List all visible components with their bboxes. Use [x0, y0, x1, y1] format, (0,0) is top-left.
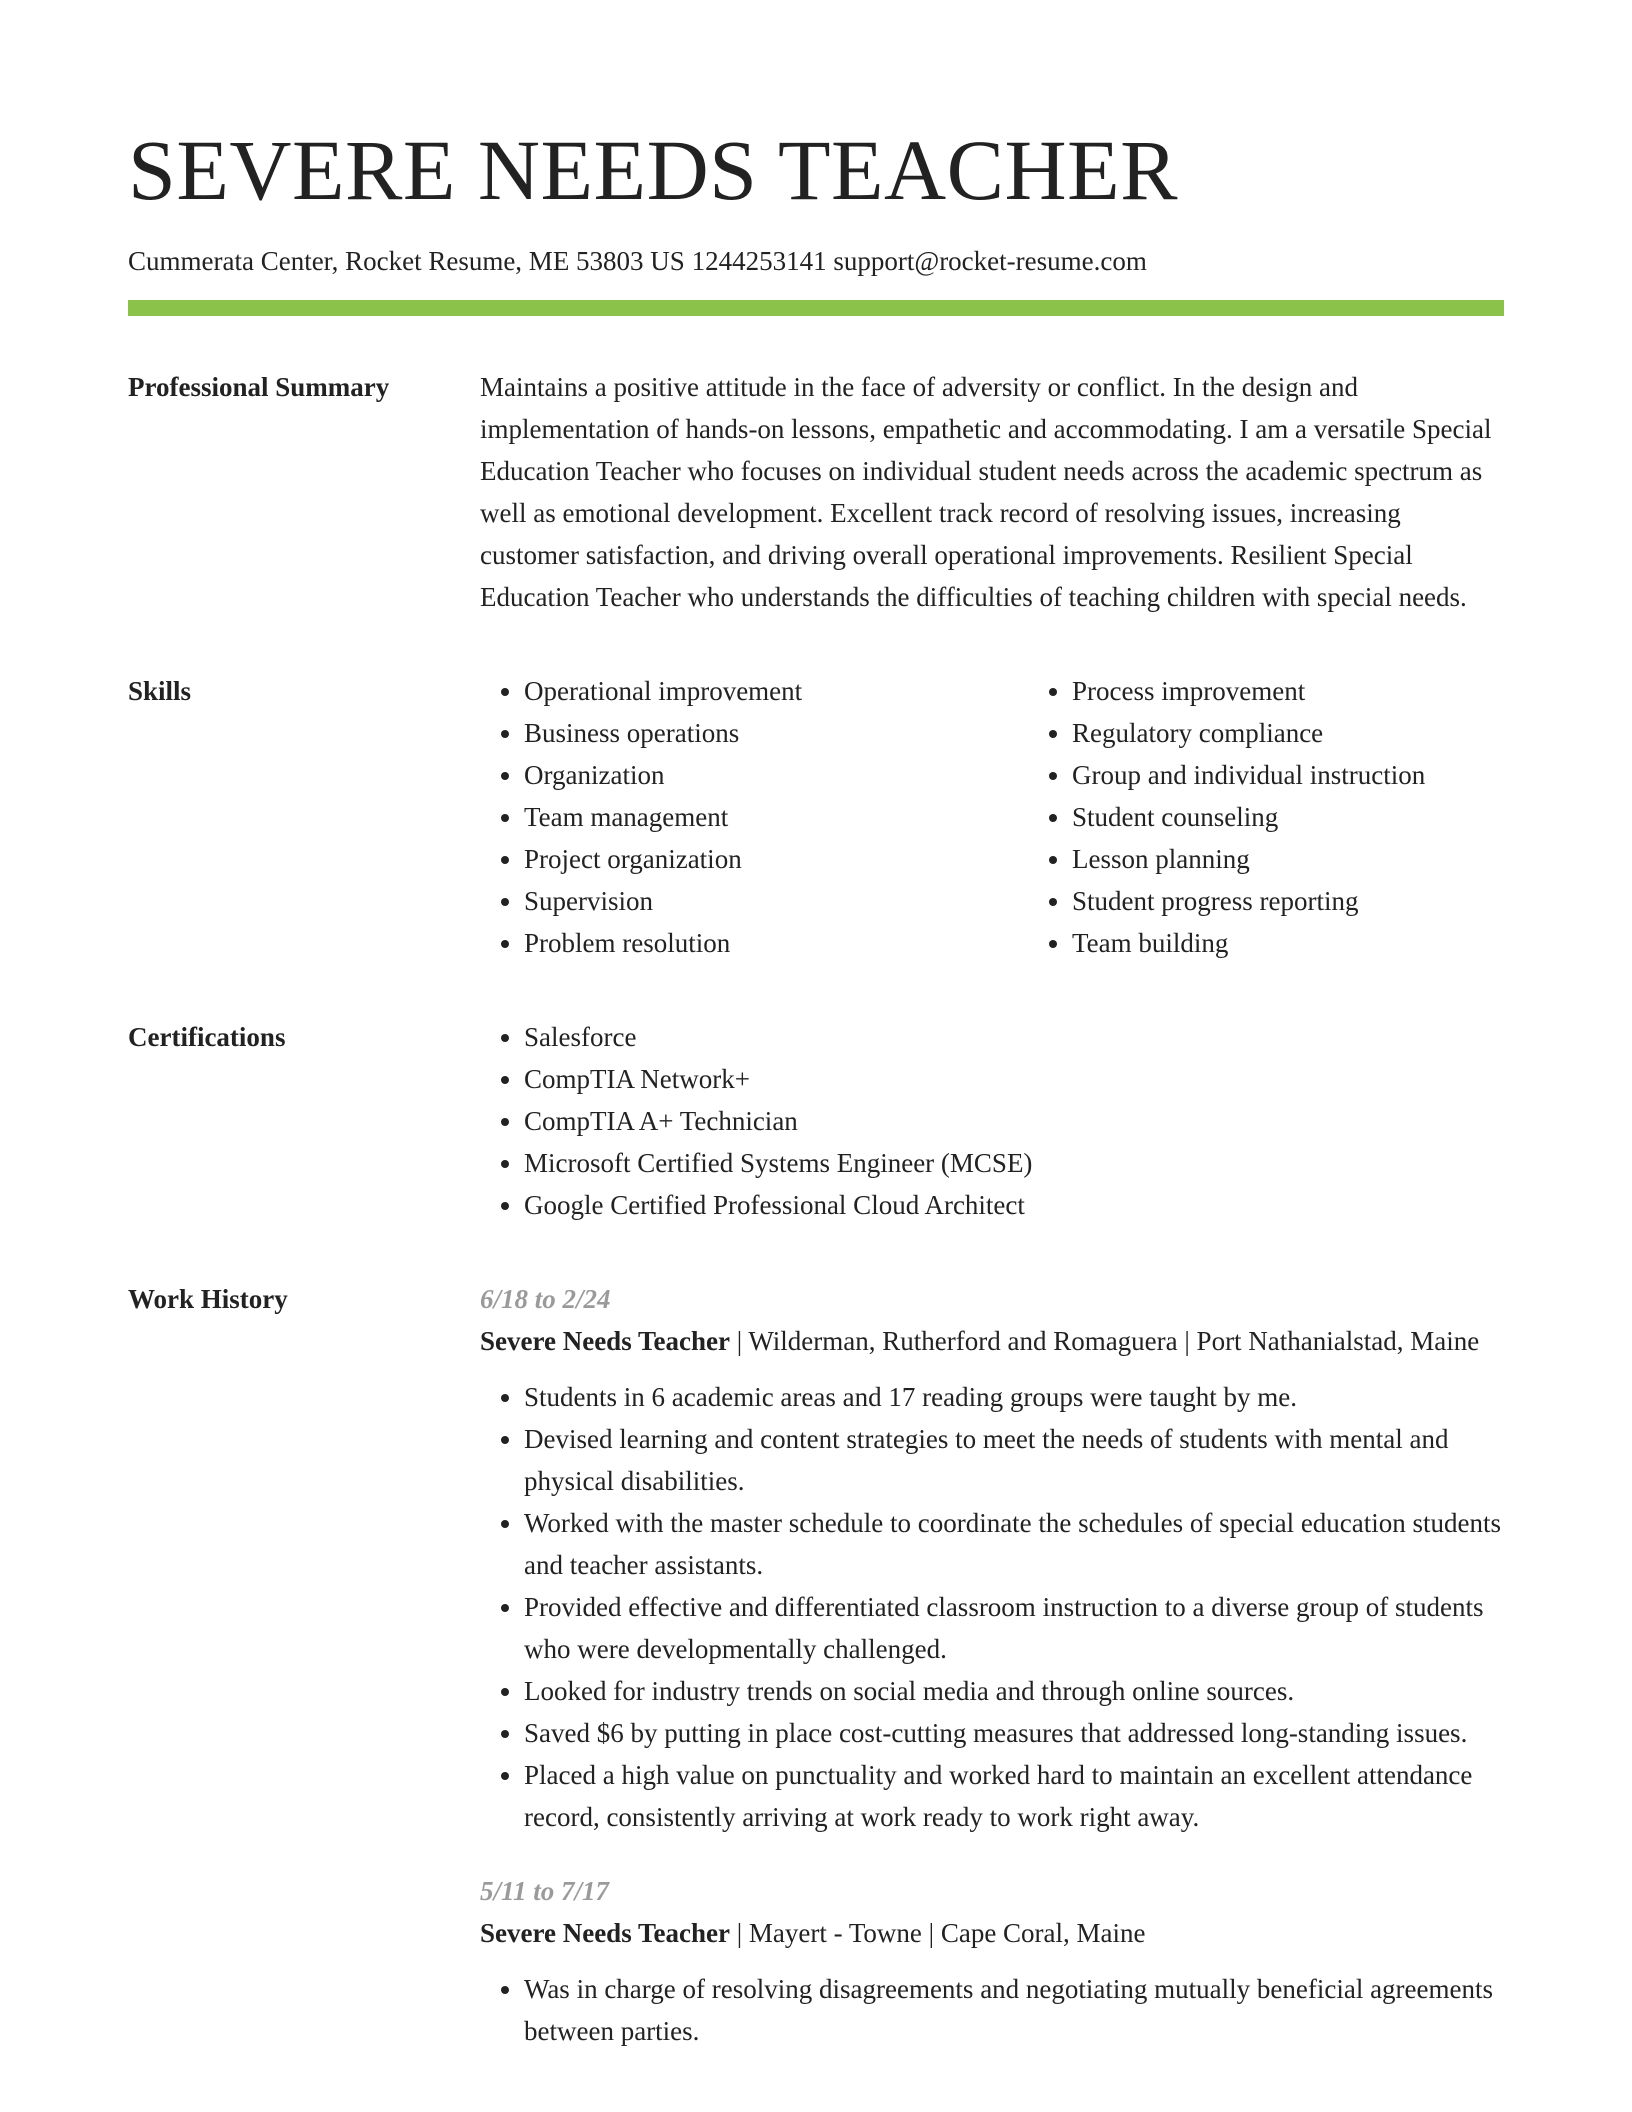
job-bullets [480, 1968, 1504, 2052]
job-dates: 5/11 to 7/17 [480, 1876, 610, 1906]
contact-line [128, 244, 1504, 278]
accent-divider [128, 300, 1504, 316]
job-title-line [480, 1912, 1504, 1954]
skills-heading: Skills [128, 676, 192, 706]
certification-item: • Salesforce [524, 1016, 1504, 1058]
summary-section [128, 366, 1504, 618]
job-bullet: • Worked with the master schedule to coordinate the schedules of special education students and teacher assistants. [524, 1502, 1504, 1586]
certifications-list [480, 1016, 1504, 1226]
skill-item: • Organization [524, 754, 1028, 796]
contact-phone: 1244253141 [691, 246, 827, 276]
job-bullets [480, 1376, 1504, 1838]
skill-item: • Team management [524, 796, 1028, 838]
job-bullet: • Looked for industry trends on social media and through online sources. [524, 1670, 1504, 1712]
contact-email: support@rocket-resume.com [833, 246, 1147, 276]
skills-section [128, 670, 1504, 964]
work-history-heading: Work History [128, 1284, 288, 1314]
work-history-section [128, 1278, 1504, 2052]
skill-item: • Student progress reporting [1072, 880, 1576, 922]
skill-item: • Group and individual instruction [1072, 754, 1576, 796]
skills-list-right [1028, 670, 1576, 964]
skill-item: • Operational improvement [524, 670, 1028, 712]
resume-page [128, 120, 1504, 2052]
summary-text: Maintains a positive attitude in the face of adversity or conflict. In the design and implementation of hands-on lessons, empathetic and accommodating. I am a versatile Special Education Teacher who focuses on individual student needs across the academic spectrum as well as emotional development. Excellent track record of resolving issues, increasing customer satisfaction, and driving overall operational improvements. Resilient Special Education Teacher who understands the difficulties of teaching children with special needs. [480, 372, 1492, 612]
certifications-heading: Certifications [128, 1022, 286, 1052]
skill-item: • Supervision [524, 880, 1028, 922]
certification-item: • CompTIA A+ Technician [524, 1100, 1504, 1142]
skill-item: • Team building [1072, 922, 1576, 964]
job-bullet: • Students in 6 academic areas and 17 reading groups were taught by me. [524, 1376, 1504, 1418]
candidate-name: SEVERE NEEDS TEACHER [128, 122, 1178, 218]
skill-item: • Student counseling [1072, 796, 1576, 838]
skill-item: • Lesson planning [1072, 838, 1576, 880]
skill-item: • Regulatory compliance [1072, 712, 1576, 754]
job-dates: 6/18 to 2/24 [480, 1284, 611, 1314]
job-entry [480, 1278, 1504, 1838]
job-bullet: • Provided effective and differentiated classroom instruction to a diverse group of students who were developmentally challenged. [524, 1586, 1504, 1670]
skill-item: • Business operations [524, 712, 1028, 754]
certification-item: • CompTIA Network+ [524, 1058, 1504, 1100]
job-entry [480, 1870, 1504, 2052]
job-bullet: • Devised learning and content strategies to meet the needs of students with mental and physical disabilities. [524, 1418, 1504, 1502]
job-bullet: • Saved $6 by putting in place cost-cutting measures that addressed long-standing issues. [524, 1712, 1504, 1754]
job-bullet: • Was in charge of resolving disagreements and negotiating mutually beneficial agreements between parties. [524, 1968, 1504, 2052]
certification-item: • Microsoft Certified Systems Engineer (MCSE) [524, 1142, 1504, 1184]
certification-item: • Google Certified Professional Cloud Architect [524, 1184, 1504, 1226]
skills-grid [480, 670, 1576, 964]
job-title-line [480, 1320, 1504, 1362]
job-details: | Wilderman, Rutherford and Romaguera | Port Nathanialstad, Maine [729, 1326, 1480, 1356]
job-title: Severe Needs Teacher [480, 1326, 730, 1356]
job-details: | Mayert - Towne | Cape Coral, Maine [729, 1918, 1146, 1948]
skill-item: • Process improvement [1072, 670, 1576, 712]
skill-item: • Problem resolution [524, 922, 1028, 964]
skill-item: • Project organization [524, 838, 1028, 880]
contact-address: Cummerata Center, Rocket Resume, ME 53803 US [128, 246, 685, 276]
summary-heading: Professional Summary [128, 372, 390, 402]
job-title: Severe Needs Teacher [480, 1918, 730, 1948]
job-bullet: • Placed a high value on punctuality and worked hard to maintain an excellent attendance record, consistently arriving at work ready to work right away. [524, 1754, 1504, 1838]
certifications-section [128, 1016, 1504, 1226]
skills-list-left [480, 670, 1028, 964]
